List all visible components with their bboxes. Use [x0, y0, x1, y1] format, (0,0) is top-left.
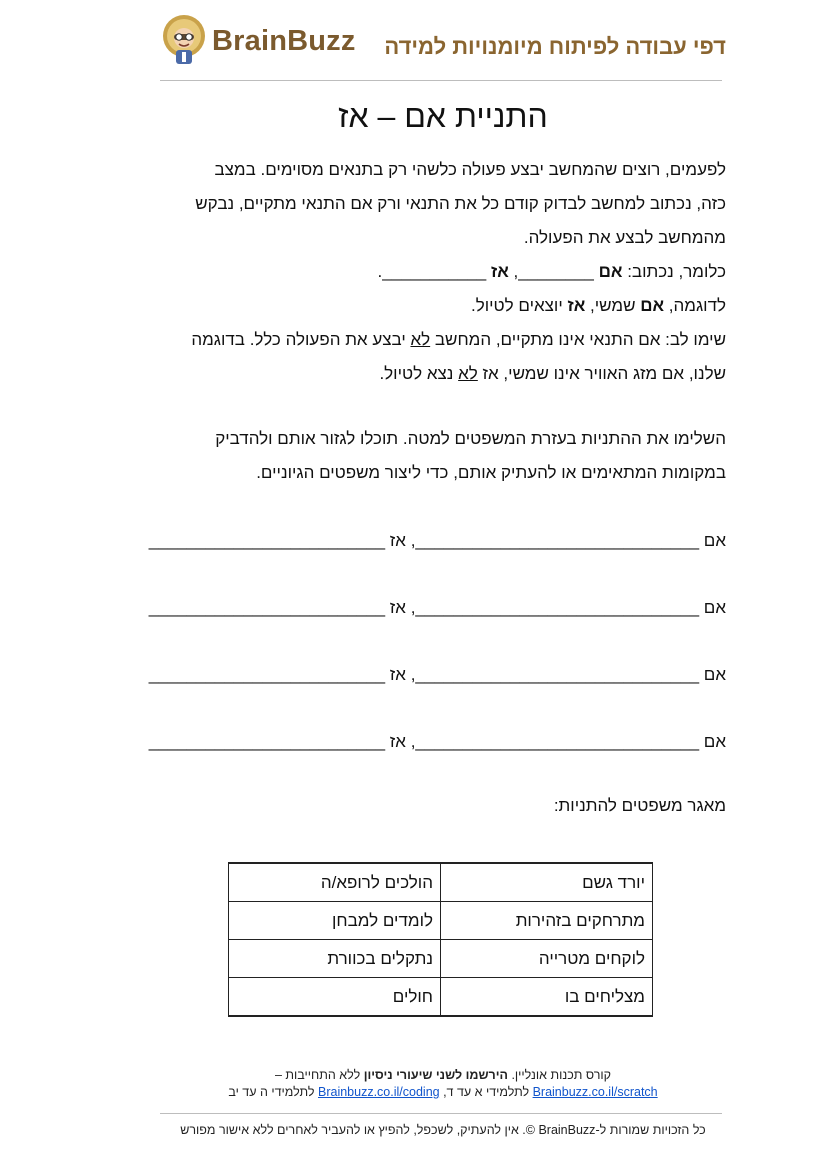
table-row — [229, 940, 653, 978]
footer-line-2 — [160, 1085, 726, 1099]
note-2-b: נצא לטיול. — [379, 364, 459, 383]
page-header — [160, 14, 726, 74]
table-row — [229, 863, 653, 902]
bank-cell: יורד גשם — [441, 863, 653, 902]
intro-line-1: לפעמים, רוצים שהמחשב יבצע פעולה כלשהי רק בתנאים מסוימים. במצב — [214, 160, 726, 179]
note-line-1 — [191, 330, 726, 350]
meaning-blank-2: ___________. — [377, 262, 491, 281]
intro-line-3: מהמחשב לבצע את הפעולה. — [523, 228, 726, 247]
instructions — [160, 429, 726, 499]
mascot-icon — [160, 14, 208, 68]
example-prefix: לדוגמה, — [664, 296, 726, 315]
instructions-line-1: השלימו את ההתניות בעזרת המשפטים למטה. תוכלו לגזור אותם ולהדביק — [215, 429, 726, 448]
series-title: דפי עבודה לפיתוח מיומנויות למידה — [384, 34, 726, 59]
brand-logo — [160, 14, 356, 68]
coding-link[interactable]: Brainbuzz.co.il/coding — [318, 1085, 440, 1099]
footer-2-mid: לתלמידי א עד ד, — [439, 1085, 533, 1099]
footer-line-1 — [160, 1068, 726, 1082]
bank-title: מאגר משפטים להתניות: — [553, 796, 726, 815]
meaning-im: אם — [598, 262, 623, 281]
bank-cell: חולים — [229, 978, 441, 1017]
bank-cell: הולכים לרופא/ה — [229, 863, 441, 902]
copyright: כל הזכויות שמורות ל-BrainBuzz ©. אין להעתיק, לשכפל, להפיץ או להעביר לאחרים ללא אישור מפורש — [180, 1123, 706, 1137]
table-row — [229, 978, 653, 1017]
intro-paragraph — [160, 160, 726, 390]
footer-1-b: ללא התחייבות – — [274, 1068, 364, 1082]
meaning-az: אז — [490, 262, 509, 281]
note-1-lo: לא — [410, 330, 431, 349]
note-line-2 — [379, 364, 726, 384]
meaning-line — [378, 262, 726, 282]
footer-1-bold: הירשמו לשני שיעורי ניסיון — [363, 1068, 508, 1082]
note-1-b: יבצע את הפעולה כלל. בדוגמה — [191, 330, 411, 349]
intro-line-2: כזה, נכתוב למחשב לבדוק קודם כל את התנאי ורק אם התנאי מתקיים, נבקש — [195, 194, 726, 213]
bank-cell: נתקלים בכוורת — [229, 940, 441, 978]
example-mid: שמשי, — [585, 296, 641, 315]
bank-cell: מצליחים בו — [441, 978, 653, 1017]
bank-cell: לומדים למבחן — [229, 902, 441, 940]
footer-2-end: לתלמידי ה עד יב — [228, 1085, 318, 1099]
example-az: אז — [567, 296, 586, 315]
bank-cell: לוקחים מטרייה — [441, 940, 653, 978]
note-1-a: שימו לב: אם התנאי אינו מתקיים, המחשב — [430, 330, 726, 349]
bank-cell: מתרחקים בזהירות — [441, 902, 653, 940]
meaning-prefix: כלומר, נכתוב: — [622, 262, 726, 281]
sentence-bank-table — [228, 862, 653, 1017]
page-title: התניית אם – אז — [338, 98, 548, 134]
fill-row-3[interactable]: אם ______________________________, אז _________________________ — [148, 665, 726, 684]
footer-divider — [160, 1113, 722, 1114]
logo-text: BrainBuzz — [212, 24, 356, 57]
scratch-link[interactable]: Brainbuzz.co.il/scratch — [532, 1085, 658, 1099]
meaning-comma: , — [508, 262, 519, 281]
fill-row-1[interactable]: אם ______________________________, אז _________________________ — [148, 531, 726, 550]
meaning-blank-1: ________ — [518, 262, 599, 281]
example-line — [471, 296, 726, 316]
note-2-a: שלנו, אם מזג האוויר אינו שמשי, אז — [477, 364, 726, 383]
table-row — [229, 902, 653, 940]
fill-row-4[interactable]: אם ______________________________, אז _________________________ — [148, 732, 726, 751]
header-divider — [160, 80, 722, 81]
instructions-line-2: במקומות המתאימים או להעתיק אותם, כדי ליצור משפטים הגיוניים. — [256, 463, 726, 482]
fill-row-2[interactable]: אם ______________________________, אז _________________________ — [148, 598, 726, 617]
footer-1-a: קורס תכנות אונליין. — [507, 1068, 612, 1082]
note-2-lo: לא — [458, 364, 478, 383]
example-end: יוצאים לטיול. — [470, 296, 568, 315]
example-im: אם — [640, 296, 665, 315]
